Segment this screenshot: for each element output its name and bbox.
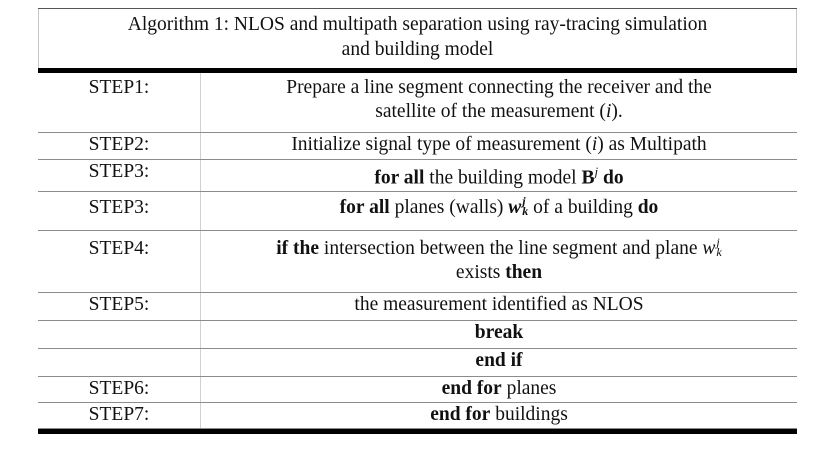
text-fragment: of a building <box>528 196 638 218</box>
step-description: end if <box>201 348 798 376</box>
caption-line-1: Algorithm 1: NLOS and multipath separation using ray-tracing simulation <box>127 14 708 35</box>
math-symbol: w <box>508 196 522 218</box>
step-description <box>201 402 798 428</box>
sup-sub-index <box>522 194 529 219</box>
step-label: STEP6: <box>38 376 201 402</box>
bottom-rule <box>38 429 797 434</box>
text-fragment: ) as Multipath <box>597 134 707 155</box>
text-fragment: planes (walls) <box>389 196 509 218</box>
algorithm-steps-table <box>38 73 797 429</box>
description-line <box>201 261 797 285</box>
math-symbol: B <box>581 167 595 189</box>
step-label <box>38 348 201 376</box>
description-line: Prepare a line segment connecting the receiver and the <box>286 77 712 98</box>
table-row <box>38 230 797 292</box>
keyword: do <box>637 196 659 218</box>
step-description <box>201 73 798 133</box>
step-description <box>201 230 798 292</box>
text-fragment: planes <box>501 377 557 399</box>
table-row <box>38 402 797 428</box>
math-variable: i <box>591 134 598 155</box>
table-row <box>38 320 797 348</box>
step-description: break <box>201 320 798 348</box>
step-description <box>201 191 798 230</box>
step-label: STEP3: <box>38 191 201 230</box>
table-row <box>38 292 797 320</box>
subscript: k <box>522 204 529 219</box>
text-fragment: ). <box>611 101 623 122</box>
step-label: STEP3: <box>38 160 201 192</box>
keyword: for all <box>374 167 425 189</box>
step-description <box>201 133 798 160</box>
subscript: k <box>716 245 722 260</box>
table-row <box>38 348 797 376</box>
text-fragment: intersection between the line segment and plane <box>319 237 703 259</box>
keyword: then <box>505 261 543 283</box>
step-description: the measurement identified as NLOS <box>201 292 798 320</box>
superscript: j <box>716 235 720 250</box>
step-label: STEP4: <box>38 230 201 292</box>
table-row <box>38 133 797 160</box>
step-label: STEP7: <box>38 402 201 428</box>
table-row <box>38 73 797 133</box>
text-fragment: exists <box>455 261 506 283</box>
step-label: STEP5: <box>38 292 201 320</box>
math-symbol: w <box>702 237 716 259</box>
keyword: end for <box>441 377 502 399</box>
keyword: for all <box>339 196 390 218</box>
text-fragment: Initialize signal type of measurement ( <box>291 134 592 155</box>
text-fragment: buildings <box>490 403 568 425</box>
algorithm-box <box>38 8 797 434</box>
description-line <box>201 237 797 261</box>
keyword: do <box>598 167 624 189</box>
table-row <box>38 191 797 230</box>
step-label: STEP1: <box>38 73 201 133</box>
keyword: if the <box>276 237 320 259</box>
step-description <box>201 376 798 402</box>
superscript: j <box>594 164 599 179</box>
table-row <box>38 160 797 192</box>
step-label: STEP2: <box>38 133 201 160</box>
superscript: j <box>522 194 526 209</box>
step-label <box>38 320 201 348</box>
text-fragment: satellite of the measurement ( <box>375 101 606 122</box>
algorithm-caption <box>38 9 797 68</box>
description-line <box>201 100 797 124</box>
sup-sub-index <box>716 235 722 260</box>
table-row <box>38 376 797 402</box>
caption-line-2: and building model <box>341 39 494 60</box>
step-description <box>201 160 798 192</box>
math-variable: i <box>605 101 612 122</box>
keyword: end for <box>430 403 491 425</box>
text-fragment: the building model <box>424 167 582 189</box>
